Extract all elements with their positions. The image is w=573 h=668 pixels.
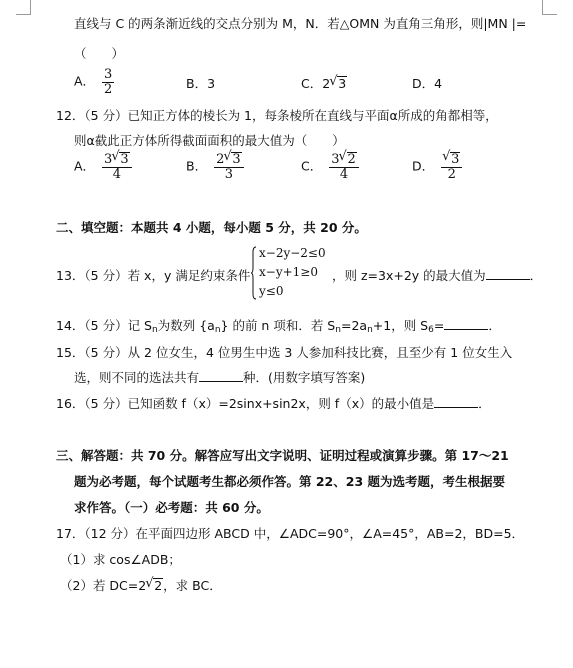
- q12-option-a-denominator: 4: [112, 167, 121, 183]
- q15-line2: [74, 368, 365, 386]
- q12-option-d-fraction: [441, 152, 462, 182]
- q12-option-b-fraction: [214, 152, 244, 182]
- q17-part2-radicand: 2: [154, 578, 163, 593]
- q13-answer-blank[interactable]: [486, 267, 530, 280]
- q16-line: [56, 394, 491, 412]
- q12-option-d-label: D．: [412, 158, 435, 174]
- q16-text: 16．（5 分）已知函数 f（x）=2sinx+sin2x，则 f（x）的最小值是: [56, 396, 435, 411]
- q14-text6: =: [433, 318, 445, 333]
- q12-option-b-radicand: 3: [232, 152, 241, 167]
- q12-option-c-coef: 3: [331, 152, 340, 167]
- q12-option-b-coef: 2: [216, 152, 225, 167]
- q11-option-c-radicand: 3: [338, 76, 347, 91]
- section3-heading-line1: 三、解答题：共 70 分。解答应写出文字说明、证明过程或演算步骤。第 17～21: [56, 448, 509, 463]
- q12-option-d: [412, 152, 462, 182]
- q17-part2-sqrt: [146, 578, 163, 593]
- q14-sub-n: n: [152, 325, 158, 335]
- q11-option-b: B．3: [186, 76, 216, 91]
- q12-line1: 12．（5 分）已知正方体的棱长为 1，每条棱所在直线与平面α所成的角都相等，: [56, 108, 498, 123]
- q11-option-a: [74, 68, 114, 96]
- q17-stem: 17．（12 分）在平面四边形 ABCD 中，∠ADC=90°，∠A=45°，AB=2，BD=5．: [56, 526, 525, 541]
- q12-option-a-coef: 3: [104, 152, 113, 167]
- q14-sub-n2: n: [214, 325, 221, 335]
- q15-line1: 15．（5 分）从 2 位女生，4 位男生中选 3 人参加科技比赛，且至少有 1 位女生入: [56, 345, 513, 360]
- q12-option-a: [74, 152, 132, 182]
- q11-option-c-label: C．2: [301, 76, 331, 91]
- q12-option-b-label: B．: [186, 158, 208, 174]
- q11-option-d: D．4: [412, 76, 443, 91]
- q14-sub-n4: n: [367, 325, 373, 335]
- section3-heading-line2: 题为必考题，每个试题考生都必须作答。第 22、23 题为选考题，考生根据要: [74, 474, 505, 489]
- q13-suffix-text: ，则 z=3x+2y 的最大值为: [332, 268, 486, 283]
- q12-option-b-sqrt: [224, 152, 241, 167]
- q17-part2: [60, 576, 222, 594]
- q12-option-c-numerator: [329, 152, 359, 168]
- q15-line2a: 选，则不同的选法共有: [74, 370, 200, 385]
- q12-option-d-sqrt: [443, 152, 460, 167]
- q16-end: ．: [478, 396, 491, 411]
- q11-option-a-denominator: 2: [104, 81, 113, 97]
- q12-option-c-label: C．: [301, 158, 323, 174]
- q12-option-c-denominator: 4: [339, 167, 349, 183]
- q16-answer-blank[interactable]: [434, 395, 478, 408]
- q14-answer-blank[interactable]: [444, 317, 488, 330]
- q11-answer-paren: （ ）: [74, 46, 125, 61]
- q12-line2: 则α截此正方体所得截面面积的最大值为（ ）: [74, 133, 345, 148]
- q12-option-d-denominator: 2: [447, 167, 456, 183]
- q14-text4: =2a: [340, 318, 368, 333]
- q14-end: ．: [488, 318, 501, 333]
- q13-end: ．: [529, 268, 543, 283]
- section3-heading-line3: 求作答。（一）必考题：共 60 分。: [74, 500, 269, 515]
- q12-option-b-numerator: [214, 152, 244, 168]
- q13-prefix: 13．（5 分）若 x，y 满足约束条件: [56, 268, 251, 283]
- q15-line2b: 种．(用数字填写答案): [243, 370, 366, 385]
- q12-option-a-numerator: [102, 152, 132, 168]
- q12-option-c: [301, 152, 359, 182]
- q12-option-c-radicand: 2: [347, 152, 356, 167]
- q12-option-a-sqrt: [112, 152, 129, 167]
- q14-sub-6: 6: [428, 325, 434, 335]
- q12-option-c-sqrt: [340, 152, 357, 167]
- q14-text2: 为数列 {a: [157, 318, 215, 333]
- q14-line: [56, 316, 501, 335]
- q12-option-d-radicand: 3: [451, 152, 460, 167]
- q13-constraint-3: y≤0: [259, 284, 284, 298]
- q12-option-a-label: A．: [74, 158, 96, 174]
- q12-option-a-radicand: 3: [120, 152, 129, 167]
- q14-text5: +1，则 S: [372, 318, 429, 333]
- q14-text3: } 的前 n 项和．若 S: [220, 318, 336, 333]
- q12-option-a-fraction: [102, 152, 132, 182]
- q17-part2-text-a: （2）若 DC=2: [60, 578, 147, 593]
- q11-option-c: [301, 74, 347, 92]
- q12-option-b-denominator: 3: [224, 167, 233, 183]
- q17-part1: （1）求 cos∠ADB；: [60, 552, 181, 567]
- q11-option-c-sqrt: [330, 76, 347, 91]
- q11-option-a-label: A．: [74, 73, 96, 89]
- q12-option-b: [186, 152, 244, 182]
- q11-line1: 直线与 C 的两条渐近线的交点分别为 M，N．若△OMN 为直角三角形，则|MN |=: [74, 16, 527, 31]
- q13-constraint-2: x−y+1≥0: [259, 265, 318, 279]
- q13-constraint-1: x−2y−2≤0: [259, 246, 326, 260]
- q14-sub-n3: n: [335, 325, 341, 335]
- q13-suffix: [332, 266, 542, 284]
- left-brace-icon: [251, 246, 257, 300]
- section2-heading: 二、填空题：本题共 4 小题，每小题 5 分，共 20 分。: [56, 220, 367, 235]
- q15-answer-blank[interactable]: [199, 369, 243, 382]
- q12-option-d-numerator: [441, 152, 462, 168]
- q14-text1: 14．（5 分）记 S: [56, 318, 152, 333]
- q12-option-c-fraction: [329, 152, 359, 182]
- q13-constraint-system: [251, 246, 341, 302]
- page-corner-mark-right: [542, 0, 557, 15]
- q17-part2-text-b: ，求 BC．: [163, 578, 222, 593]
- q11-option-a-fraction: [102, 68, 114, 96]
- q11-option-a-numerator: 3: [104, 67, 113, 82]
- page-corner-mark-left: [16, 0, 31, 15]
